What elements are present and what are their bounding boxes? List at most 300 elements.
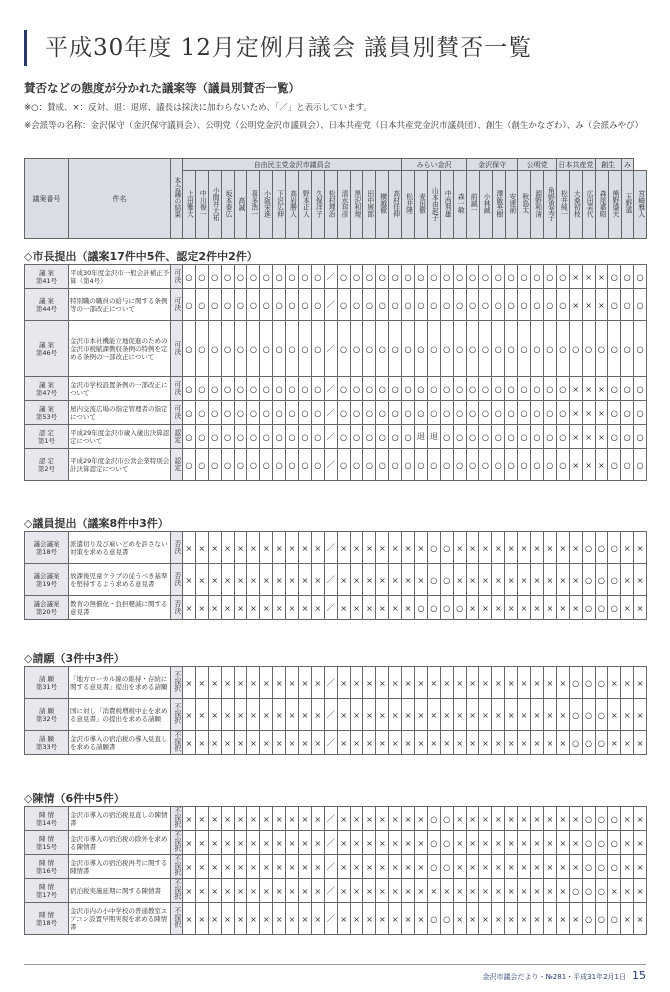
- item-result: [171, 807, 183, 831]
- member-header: [350, 171, 363, 239]
- vote-cell: ○: [427, 903, 440, 935]
- vote-cell: ○: [208, 401, 221, 425]
- vote-cell: ×: [427, 667, 440, 699]
- member-header: [634, 171, 647, 239]
- vote-cell: ○: [621, 449, 634, 481]
- vote-cell: ／: [324, 377, 337, 401]
- vote-cell: ×: [234, 731, 247, 755]
- vote-cell: ×: [195, 731, 208, 755]
- vote-cell: ○: [402, 449, 415, 481]
- vote-cell: ○: [311, 321, 324, 377]
- vote-cell: ○: [621, 289, 634, 321]
- vote-cell: ×: [608, 731, 621, 755]
- item-name: 教育の無償化・負担軽減に関する意見書: [69, 596, 171, 620]
- item-name: 金沢市本社機能立地促進のための金沢市税賦課徴収条例の特例を定める条例の一部改正について: [69, 321, 171, 377]
- vote-cell: ×: [543, 564, 556, 596]
- member-name: 喜多浩一: [249, 189, 258, 218]
- vote-cell: ○: [531, 425, 544, 449]
- member-name: 松井隆: [404, 193, 413, 214]
- vote-cell: ×: [621, 879, 634, 903]
- vote-cell: ○: [260, 265, 273, 289]
- vote-cell: ×: [247, 731, 260, 755]
- result-text: 可決: [172, 268, 181, 283]
- vote-cell: ○: [221, 401, 234, 425]
- vote-cell: ×: [286, 903, 299, 935]
- item-number: 陳 情 第15号: [25, 831, 69, 855]
- vote-cell: ○: [621, 321, 634, 377]
- vote-cell: ×: [466, 831, 479, 855]
- vote-cell: ○: [466, 449, 479, 481]
- member-name: 源野和清: [533, 189, 542, 218]
- vote-cell: ×: [273, 532, 286, 564]
- vote-cell: ×: [389, 596, 402, 620]
- vote-cell: ×: [247, 564, 260, 596]
- vote-cell: ○: [608, 564, 621, 596]
- vote-cell: ○: [273, 449, 286, 481]
- vote-cell: ／: [324, 564, 337, 596]
- vote-cell: ○: [453, 321, 466, 377]
- vote-cell: ×: [389, 855, 402, 879]
- vote-cell: ○: [440, 807, 453, 831]
- vote-cell: ○: [440, 596, 453, 620]
- vote-cell: ○: [440, 564, 453, 596]
- vote-cell: ×: [247, 879, 260, 903]
- vote-cell: ○: [608, 855, 621, 879]
- vote-cell: ×: [195, 667, 208, 699]
- item-result: [171, 425, 183, 449]
- vote-cell: ×: [299, 596, 312, 620]
- header-number: 議案番号: [25, 159, 69, 239]
- vote-cell: ○: [621, 377, 634, 401]
- vote-cell: ×: [531, 596, 544, 620]
- vote-cell: ×: [415, 903, 428, 935]
- vote-cell: ○: [440, 449, 453, 481]
- vote-cell: ○: [337, 289, 350, 321]
- vote-cell: ×: [389, 879, 402, 903]
- vote-cell: ○: [286, 449, 299, 481]
- vote-cell: ×: [311, 532, 324, 564]
- table-row: [25, 731, 647, 755]
- member-header: [402, 171, 415, 239]
- vote-cell: ○: [247, 449, 260, 481]
- vote-cell: ×: [556, 855, 569, 879]
- vote-cell: ×: [363, 564, 376, 596]
- vote-cell: ／: [324, 699, 337, 731]
- vote-cell: ○: [208, 377, 221, 401]
- vote-cell: ○: [608, 265, 621, 289]
- vote-cell: ○: [595, 699, 608, 731]
- vote-cell: ×: [453, 731, 466, 755]
- vote-cell: ×: [608, 667, 621, 699]
- vote-cell: ○: [466, 401, 479, 425]
- vote-cell: ×: [183, 667, 196, 699]
- member-header: [453, 171, 466, 239]
- item-name: 金沢市導入の宿泊税の除外を求める陳情書: [69, 831, 171, 855]
- vote-cell: ×: [286, 596, 299, 620]
- section-table: [24, 531, 647, 620]
- vote-cell: ×: [518, 831, 531, 855]
- vote-cell: ○: [582, 667, 595, 699]
- vote-cell: ×: [479, 831, 492, 855]
- header-name: 件名: [69, 159, 171, 239]
- table-row: [25, 667, 647, 699]
- vote-cell: ○: [440, 401, 453, 425]
- item-name: 金沢市導入の宿泊税の導入見直しを求める請願書: [69, 731, 171, 755]
- vote-cell: ×: [621, 807, 634, 831]
- member-name: 松井純一: [559, 189, 568, 218]
- item-number: 議 案 第44号: [25, 289, 69, 321]
- vote-cell: ×: [183, 879, 196, 903]
- member-header: [415, 171, 428, 239]
- vote-cell: ○: [183, 377, 196, 401]
- vote-cell: ×: [376, 564, 389, 596]
- vote-cell: ×: [415, 731, 428, 755]
- vote-cell: ○: [595, 879, 608, 903]
- vote-cell: ×: [531, 699, 544, 731]
- member-name: 麦田徹: [417, 193, 426, 214]
- vote-cell: ×: [273, 731, 286, 755]
- vote-cell: ×: [453, 532, 466, 564]
- vote-cell: ×: [415, 699, 428, 731]
- vote-cell: ×: [350, 667, 363, 699]
- vote-cell: ×: [273, 564, 286, 596]
- footer-text: 金沢市議会だより・№281・平成31年2月1日: [482, 973, 626, 981]
- vote-cell: ○: [363, 425, 376, 449]
- vote-cell: ×: [518, 564, 531, 596]
- vote-cell: ○: [518, 449, 531, 481]
- item-number: 議 案 第47号: [25, 377, 69, 401]
- vote-cell: ／: [324, 731, 337, 755]
- vote-cell: ×: [518, 903, 531, 935]
- table-row: [25, 289, 647, 321]
- vote-cell: ○: [595, 564, 608, 596]
- vote-cell: ×: [299, 532, 312, 564]
- vote-cell: ○: [221, 321, 234, 377]
- result-text: 不採択: [172, 731, 181, 752]
- member-header: [247, 171, 260, 239]
- table-row: [25, 879, 647, 903]
- vote-cell: ×: [479, 879, 492, 903]
- vote-cell: ○: [221, 449, 234, 481]
- vote-cell: ○: [492, 321, 505, 377]
- vote-cell: ×: [634, 831, 647, 855]
- member-name: 坂本泰広: [224, 189, 233, 218]
- vote-cell: ×: [518, 532, 531, 564]
- item-name: 金沢市導入の宿泊税見直しの陳情書: [69, 807, 171, 831]
- header-result-text: 本会議の結果: [172, 177, 181, 218]
- vote-cell: ○: [247, 377, 260, 401]
- vote-cell: ○: [376, 377, 389, 401]
- vote-cell: ○: [221, 425, 234, 449]
- result-text: 不採択: [172, 907, 181, 928]
- vote-cell: ×: [208, 564, 221, 596]
- vote-cell: ×: [466, 564, 479, 596]
- vote-cell: ×: [556, 879, 569, 903]
- vote-cell: ×: [479, 731, 492, 755]
- member-header: [337, 171, 350, 239]
- vote-cell: ○: [505, 401, 518, 425]
- vote-cell: ○: [208, 321, 221, 377]
- vote-cell: ○: [634, 289, 647, 321]
- item-number: 請 願 第31号: [25, 667, 69, 699]
- vote-cell: ×: [466, 903, 479, 935]
- vote-cell: ○: [376, 401, 389, 425]
- vote-cell: ×: [311, 596, 324, 620]
- vote-cell: ○: [260, 289, 273, 321]
- vote-cell: ○: [492, 425, 505, 449]
- table-row: [25, 807, 647, 831]
- vote-cell: ×: [195, 903, 208, 935]
- result-text: 認定: [172, 428, 181, 443]
- vote-cell: ×: [376, 807, 389, 831]
- vote-cell: ×: [595, 401, 608, 425]
- member-header: [183, 171, 196, 239]
- vote-cell: ○: [427, 449, 440, 481]
- vote-cell: ○: [440, 321, 453, 377]
- vote-cell: ○: [415, 596, 428, 620]
- member-name: 高岩勝人: [288, 189, 297, 218]
- vote-cell: ×: [479, 667, 492, 699]
- vote-cell: ×: [311, 903, 324, 935]
- vote-cell: ○: [376, 449, 389, 481]
- vote-cell: ×: [402, 532, 415, 564]
- result-text: 不採択: [172, 807, 181, 828]
- vote-cell: ×: [299, 855, 312, 879]
- vote-cell: ×: [363, 903, 376, 935]
- item-number: 陳 情 第14号: [25, 807, 69, 831]
- item-name: 平成30年度金沢市一般会計補正予算（第4号）: [69, 265, 171, 289]
- vote-cell: ○: [518, 377, 531, 401]
- party-header: 創生: [595, 159, 621, 171]
- vote-cell: ○: [582, 807, 595, 831]
- vote-cell: ○: [299, 265, 312, 289]
- vote-cell: ×: [260, 903, 273, 935]
- vote-cell: ×: [543, 532, 556, 564]
- table-row: [25, 699, 647, 731]
- vote-cell: ○: [350, 377, 363, 401]
- vote-cell: ○: [427, 265, 440, 289]
- member-header: [479, 171, 492, 239]
- vote-cell: ○: [634, 425, 647, 449]
- vote-cell: ○: [427, 289, 440, 321]
- item-result: [171, 532, 183, 564]
- member-name: 下沢広伸: [275, 189, 284, 218]
- vote-cell: ×: [299, 879, 312, 903]
- vote-cell: ○: [337, 377, 350, 401]
- vote-cell: ○: [299, 289, 312, 321]
- vote-cell: ×: [234, 564, 247, 596]
- item-result: [171, 731, 183, 755]
- section-table: [24, 666, 647, 755]
- vote-cell: ×: [286, 667, 299, 699]
- vote-cell: ○: [273, 425, 286, 449]
- vote-cell: ○: [337, 265, 350, 289]
- vote-cell: ○: [273, 401, 286, 425]
- vote-cell: ○: [299, 321, 312, 377]
- vote-cell: ×: [260, 879, 273, 903]
- member-header: [582, 171, 595, 239]
- vote-cell: ×: [582, 289, 595, 321]
- vote-cell: ○: [208, 289, 221, 321]
- vote-cell: ○: [427, 596, 440, 620]
- vote-cell: ×: [363, 667, 376, 699]
- vote-cell: ×: [376, 731, 389, 755]
- vote-cell: ×: [363, 807, 376, 831]
- vote-cell: ○: [311, 425, 324, 449]
- vote-cell: ○: [427, 831, 440, 855]
- member-header: [260, 171, 273, 239]
- vote-cell: ○: [505, 377, 518, 401]
- item-result: [171, 903, 183, 935]
- vote-cell: ×: [247, 831, 260, 855]
- vote-cell: ○: [234, 321, 247, 377]
- vote-cell: ×: [569, 401, 582, 425]
- vote-cell: ○: [440, 377, 453, 401]
- vote-cell: ○: [569, 731, 582, 755]
- vote-cell: ×: [389, 699, 402, 731]
- vote-cell: ×: [582, 401, 595, 425]
- item-result: [171, 289, 183, 321]
- vote-cell: ×: [556, 831, 569, 855]
- vote-cell: ×: [311, 855, 324, 879]
- result-text: 否決: [172, 539, 181, 554]
- vote-cell: ×: [518, 731, 531, 755]
- vote-cell: ×: [260, 731, 273, 755]
- vote-cell: ○: [337, 449, 350, 481]
- vote-cell: ×: [260, 667, 273, 699]
- vote-cell: ○: [247, 401, 260, 425]
- member-name: 久保洋子: [314, 189, 323, 218]
- vote-cell: ×: [621, 855, 634, 879]
- vote-cell: ○: [286, 425, 299, 449]
- vote-cell: ○: [208, 425, 221, 449]
- item-number: 認 定 第2号: [25, 449, 69, 481]
- vote-cell: ○: [363, 289, 376, 321]
- vote-cell: ×: [569, 532, 582, 564]
- member-name: 大桑初枝: [572, 189, 581, 218]
- member-header: [221, 171, 234, 239]
- member-header: [557, 171, 570, 239]
- vote-cell: ○: [466, 321, 479, 377]
- vote-cell: ×: [505, 699, 518, 731]
- vote-cell: ○: [350, 289, 363, 321]
- vote-cell: ○: [183, 265, 196, 289]
- vote-cell: ○: [479, 401, 492, 425]
- item-result: [171, 667, 183, 699]
- item-number: 陳 情 第17号: [25, 879, 69, 903]
- vote-cell: ×: [543, 596, 556, 620]
- vote-cell: ×: [595, 377, 608, 401]
- party-note: ※会派等の名称：金沢保守（金沢保守議員会）、公明党（公明党金沢市議員会）、日本共産党（日本共産党金沢市議員団）、創生（創生かなざわ）、み（会派みやび）: [24, 121, 644, 131]
- vote-cell: ×: [582, 425, 595, 449]
- vote-cell: ×: [195, 807, 208, 831]
- vote-cell: ×: [531, 731, 544, 755]
- vote-cell: ×: [569, 596, 582, 620]
- vote-cell: ×: [402, 807, 415, 831]
- item-result: [171, 401, 183, 425]
- vote-cell: ○: [247, 321, 260, 377]
- vote-cell: ×: [518, 855, 531, 879]
- member-header: [208, 171, 221, 239]
- vote-cell: ○: [221, 265, 234, 289]
- vote-cell: ×: [427, 699, 440, 731]
- vote-cell: ○: [286, 289, 299, 321]
- vote-cell: ○: [531, 377, 544, 401]
- vote-cell: ×: [556, 807, 569, 831]
- vote-cell: ○: [608, 903, 621, 935]
- member-name: 松村理治: [327, 189, 336, 218]
- vote-cell: ×: [299, 831, 312, 855]
- vote-cell: ○: [543, 289, 556, 321]
- vote-cell: ○: [531, 321, 544, 377]
- vote-cell: ○: [286, 265, 299, 289]
- vote-cell: ○: [273, 265, 286, 289]
- vote-cell: ○: [234, 289, 247, 321]
- vote-cell: ×: [492, 564, 505, 596]
- vote-cell: ×: [492, 855, 505, 879]
- vote-cell: ×: [556, 564, 569, 596]
- vote-cell: ○: [402, 377, 415, 401]
- vote-cell: ○: [608, 807, 621, 831]
- member-header: [440, 171, 453, 239]
- vote-cell: ×: [453, 903, 466, 935]
- vote-cell: ○: [453, 265, 466, 289]
- section-title: ◇議員提出（議案8件中3件）: [24, 517, 169, 530]
- vote-cell: ×: [621, 731, 634, 755]
- vote-cell: ○: [376, 265, 389, 289]
- vote-cell: ×: [376, 879, 389, 903]
- vote-cell: ×: [311, 564, 324, 596]
- vote-cell: ×: [479, 807, 492, 831]
- vote-cell: ○: [195, 289, 208, 321]
- vote-cell: ×: [531, 532, 544, 564]
- vote-cell: ×: [350, 855, 363, 879]
- vote-cell: ×: [337, 731, 350, 755]
- vote-cell: ○: [582, 699, 595, 731]
- vote-cell: ×: [389, 667, 402, 699]
- vote-cell: ○: [260, 377, 273, 401]
- vote-cell: ○: [183, 289, 196, 321]
- vote-cell: ×: [247, 532, 260, 564]
- member-header: [505, 171, 518, 239]
- vote-cell: ×: [621, 532, 634, 564]
- result-text: 可決: [172, 340, 181, 355]
- vote-cell: ○: [363, 449, 376, 481]
- vote-cell: ×: [402, 731, 415, 755]
- vote-cell: ／: [324, 449, 337, 481]
- vote-cell: ○: [466, 425, 479, 449]
- section-table: [24, 806, 647, 935]
- vote-cell: ○: [440, 831, 453, 855]
- vote-cell: ×: [208, 879, 221, 903]
- vote-cell: ×: [337, 564, 350, 596]
- vote-cell: ×: [183, 831, 196, 855]
- vote-cell: ×: [556, 532, 569, 564]
- vote-cell: ×: [634, 807, 647, 831]
- vote-cell: ○: [518, 289, 531, 321]
- vote-cell: ×: [337, 879, 350, 903]
- vote-cell: ×: [634, 731, 647, 755]
- vote-cell: ×: [183, 532, 196, 564]
- vote-cell: ○: [505, 265, 518, 289]
- vote-cell: ×: [286, 731, 299, 755]
- vote-cell: ×: [299, 667, 312, 699]
- table-row: [25, 401, 647, 425]
- vote-cell: ○: [376, 321, 389, 377]
- vote-cell: ○: [582, 903, 595, 935]
- vote-cell: ○: [440, 855, 453, 879]
- vote-cell: ○: [479, 425, 492, 449]
